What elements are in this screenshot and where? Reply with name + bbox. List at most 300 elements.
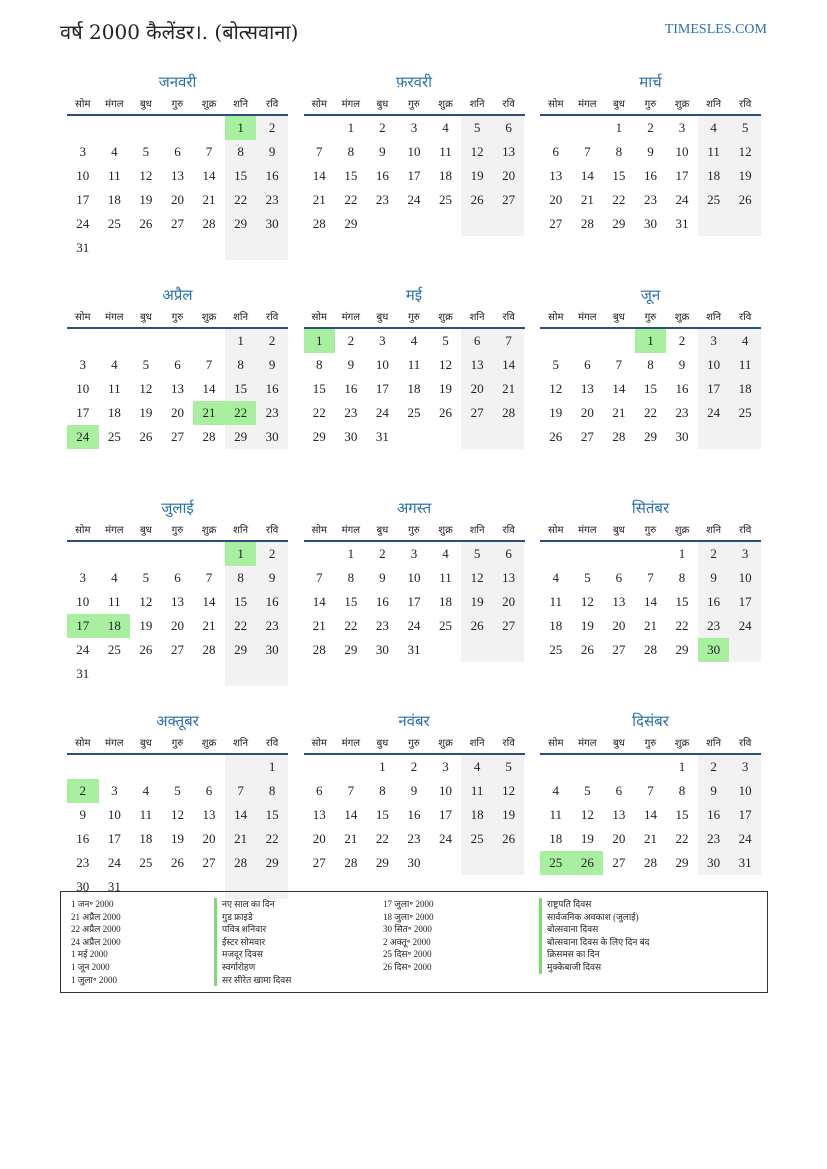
weekday-label: बुध [139,312,152,323]
legend-entry: क्रिसमस का दिन [539,948,769,961]
day-cell: 15 [675,807,689,822]
day-cell: 15 [225,164,257,188]
day-cell: 2 [647,120,654,135]
holiday-day-cell: 1 [635,329,667,353]
day-cell: 15 [375,807,389,822]
day-cell: 26 [139,216,153,231]
day-cell: 9 [698,566,730,590]
day-cell: 24 [729,827,761,851]
day-cell: 25 [139,855,153,870]
day-cell: 11 [407,357,421,372]
day-cell: 30 [76,879,90,894]
day-cell: 15 [344,168,358,183]
day-cell: 1 [347,120,355,135]
empty-cell [67,755,99,779]
month-name: फ़रवरी [395,73,433,91]
day-cell: 30 [698,851,730,875]
day-cell: 31 [76,240,90,255]
day-cell: 7 [493,329,525,353]
empty-cell [461,851,493,875]
empty-cell [193,116,225,140]
day-grid [304,329,525,449]
legend-entry: 24 अप्रैल 2000 [71,936,121,947]
day-cell: 6 [316,783,323,798]
legend-entry: बोत्सवाना दिवस [539,923,769,936]
weekday-label: मंगल [578,738,597,749]
day-cell: 5 [461,116,493,140]
day-cell: 28 [493,401,525,425]
weekday-label: सोम [311,312,327,323]
empty-cell [572,542,604,566]
day-cell: 6 [461,329,493,353]
day-cell: 17 [76,405,90,420]
day-cell: 8 [256,779,288,803]
day-cell: 10 [729,566,761,590]
day-cell: 5 [584,783,591,798]
day-grid [540,329,761,449]
day-cell: 12 [139,168,153,183]
day-cell: 12 [170,807,184,822]
legend-entry: 17 जुला॰ 2000 [383,899,434,909]
holiday-day-cell: 18 [99,614,131,638]
legend-entry: 21 अप्रैल 2000 [71,911,121,922]
day-cell: 31 [407,642,421,657]
day-grid [540,542,761,662]
day-cell: 27 [170,429,184,444]
day-cell: 10 [407,144,421,159]
weekday-label: गुरु [408,312,420,323]
empty-cell [540,542,572,566]
day-cell: 1 [256,755,288,779]
day-cell: 4 [729,329,761,353]
site-link[interactable]: TIMESLES.COM [664,22,767,37]
weekday-header [304,94,525,116]
day-cell: 8 [225,353,257,377]
day-cell: 12 [439,357,453,372]
day-cell: 2 [698,755,730,779]
day-cell: 23 [375,192,389,207]
day-grid [67,755,288,899]
weekday-label: रवि [266,312,279,323]
day-cell: 22 [225,614,257,638]
empty-cell [225,236,257,260]
weekday-label: सोम [75,525,91,536]
day-grid [540,755,761,875]
empty-cell [67,542,99,566]
empty-cell [603,329,635,353]
day-cell: 29 [675,642,689,657]
day-cell: 28 [225,851,257,875]
day-cell: 24 [76,216,90,231]
holiday-day-cell: 2 [67,779,99,803]
empty-cell [398,425,430,449]
day-cell: 13 [312,807,326,822]
empty-cell [430,425,462,449]
day-cell: 20 [612,618,626,633]
weekday-header [67,94,288,116]
day-cell: 11 [461,779,493,803]
day-cell: 21 [612,405,626,420]
month-name: जुलाई [161,499,194,517]
day-cell: 3 [111,783,118,798]
weekday-label: गुरु [408,99,420,110]
day-cell: 22 [643,405,657,420]
day-cell: 20 [580,405,594,420]
day-cell: 26 [439,405,453,420]
holiday-day-cell: 30 [698,638,730,662]
day-cell: 15 [675,594,689,609]
empty-cell [729,212,761,236]
month-name: जून [640,286,661,304]
day-cell: 5 [493,755,525,779]
empty-cell [162,116,194,140]
empty-cell [572,329,604,353]
day-cell: 8 [347,144,355,159]
weekday-label: शुक्र [674,525,690,536]
day-cell: 14 [202,381,216,396]
day-cell: 22 [675,618,689,633]
day-cell: 3 [678,120,686,135]
day-cell: 31 [729,851,761,875]
legend-entry: राष्ट्रपति दिवस [539,898,769,911]
day-cell: 22 [344,192,358,207]
weekday-header [540,307,761,329]
legend-names-col-2 [539,898,769,992]
empty-cell [67,329,99,353]
day-cell: 18 [407,381,421,396]
day-cell: 20 [170,405,184,420]
empty-cell [304,755,336,779]
empty-cell [99,755,131,779]
weekday-label: गुरु [644,312,657,323]
month-block [67,283,288,496]
empty-cell [635,755,667,779]
weekday-label: मंगल [105,99,124,110]
weekday-header [304,307,525,329]
day-cell: 11 [439,570,452,585]
day-cell: 29 [643,429,657,444]
day-cell: 21 [312,192,326,207]
day-cell: 25 [698,188,730,212]
day-cell: 23 [256,188,288,212]
day-cell: 11 [439,144,452,159]
day-cell: 9 [379,144,386,159]
day-cell: 5 [142,570,150,585]
empty-cell [572,755,604,779]
weekday-label: शनि [469,738,485,749]
day-cell: 19 [139,618,153,633]
legend-entry: 25 दिस॰ 2000 [383,949,432,960]
empty-cell [130,755,162,779]
empty-cell [130,236,162,260]
day-cell: 25 [107,429,121,444]
day-cell: 3 [410,546,418,561]
day-grid [304,542,525,662]
empty-cell [493,638,525,662]
day-cell: 14 [225,803,257,827]
day-cell: 29 [225,212,257,236]
day-cell: 25 [107,642,121,657]
day-cell: 11 [139,807,153,822]
weekday-label: गुरु [171,99,184,110]
weekday-label: सोम [311,525,327,536]
day-cell: 23 [256,401,288,425]
day-cell: 17 [729,590,761,614]
empty-cell [398,212,430,236]
holiday-day-cell: 22 [225,401,257,425]
day-cell: 30 [675,429,689,444]
day-cell: 14 [312,594,326,609]
month-block [67,496,288,709]
day-cell: 10 [439,783,453,798]
day-cell: 7 [225,779,257,803]
day-cell: 24 [407,618,421,633]
day-cell: 16 [256,377,288,401]
day-cell: 8 [678,570,686,585]
weekday-label: सोम [75,312,91,323]
weekday-label: मंगल [578,312,597,323]
day-cell: 29 [675,855,689,870]
day-cell: 1 [379,759,386,774]
empty-cell [540,329,572,353]
weekday-label: रवि [266,738,279,749]
weekday-label: मंगल [105,738,124,749]
day-cell: 25 [461,827,493,851]
empty-cell [540,116,572,140]
day-cell: 10 [76,168,90,183]
day-cell: 1 [678,759,686,774]
day-cell: 6 [174,357,181,372]
weekday-label: सोम [548,99,564,110]
day-cell: 29 [344,642,358,657]
day-cell: 19 [139,405,153,420]
day-cell: 27 [612,642,626,657]
holiday-day-cell: 21 [193,401,225,425]
empty-cell [130,329,162,353]
day-cell: 9 [256,140,288,164]
day-cell: 20 [170,192,184,207]
day-cell: 11 [729,353,761,377]
month-name: अगस्त [396,499,432,517]
day-cell: 5 [584,570,591,585]
legend-entry: 30 सित॰ 2000 [383,924,432,935]
day-cell: 1 [347,546,355,561]
day-cell: 9 [79,807,87,822]
month-name: नवंबर [398,712,430,730]
day-cell: 24 [375,405,389,420]
legend-entry: मजदूर दिवस [214,948,381,961]
day-cell: 25 [729,401,761,425]
day-cell: 6 [493,542,525,566]
day-cell: 24 [439,831,453,846]
legend-entry: 22 अप्रैल 2000 [71,924,121,935]
weekday-label: शुक्र [674,312,690,323]
day-cell: 27 [170,216,184,231]
day-cell: 18 [729,377,761,401]
day-cell: 5 [552,357,560,372]
legend-entry: गुड फ्राइडे [214,911,381,924]
day-cell: 30 [344,429,358,444]
day-cell: 8 [678,783,686,798]
weekday-label: बुध [612,99,625,110]
empty-cell [461,638,493,662]
weekday-label: बुध [139,99,152,110]
day-cell: 7 [316,570,323,585]
day-cell: 28 [580,216,594,231]
day-cell: 12 [461,566,493,590]
empty-cell [225,662,257,686]
day-cell: 18 [107,192,121,207]
day-cell: 9 [678,357,686,372]
day-cell: 13 [170,168,184,183]
day-cell: 21 [643,618,657,633]
day-cell: 4 [552,570,560,585]
empty-cell [193,542,225,566]
weekday-label: रवि [739,738,752,749]
day-cell: 27 [493,188,525,212]
day-cell: 21 [643,831,657,846]
weekday-label: रवि [502,312,515,323]
day-cell: 27 [580,429,594,444]
day-cell: 17 [76,192,90,207]
weekday-label: मंगल [105,312,124,323]
legend-entry: स्वर्गारोहण [214,961,381,974]
day-cell: 6 [493,116,525,140]
day-cell: 24 [729,614,761,638]
empty-cell [493,212,525,236]
day-grid [540,116,761,236]
day-cell: 5 [461,542,493,566]
day-cell: 10 [698,353,730,377]
weekday-label: मंगल [578,525,597,536]
day-cell: 13 [202,807,216,822]
empty-cell [99,236,131,260]
holiday-day-cell: 17 [67,614,99,638]
day-cell: 21 [493,377,525,401]
weekday-label: मंगल [341,312,361,323]
day-cell: 21 [225,827,257,851]
weekday-label: गुरु [408,738,420,749]
day-cell: 31 [375,429,389,444]
empty-cell [130,662,162,686]
day-cell: 18 [698,164,730,188]
day-cell: 25 [439,618,453,633]
weekday-label: रवि [739,99,752,110]
holiday-day-cell: 1 [225,116,257,140]
legend-entry: बोत्सवाना दिवस के लिए दिन बंद [539,936,769,949]
day-cell: 30 [256,425,288,449]
weekday-label: शनि [469,312,485,323]
empty-cell [367,212,399,236]
day-cell: 17 [407,168,421,183]
day-cell: 17 [107,831,121,846]
day-cell: 12 [139,381,153,396]
day-cell: 28 [344,855,358,870]
day-cell: 2 [379,546,386,561]
day-cell: 20 [202,831,216,846]
day-cell: 13 [493,566,525,590]
day-cell: 24 [107,855,121,870]
day-cell: 16 [675,381,689,396]
weekday-label: शनि [233,525,249,536]
weekday-label: बुध [376,738,389,749]
empty-cell [540,755,572,779]
weekday-label: शनि [469,525,485,536]
day-cell: 13 [612,807,626,822]
weekday-header [540,520,761,542]
day-cell: 15 [344,594,358,609]
day-cell: 18 [549,831,563,846]
day-cell: 16 [698,590,730,614]
day-cell: 26 [729,188,761,212]
empty-cell [493,851,525,875]
day-cell: 18 [439,594,453,609]
day-cell: 9 [698,779,730,803]
day-cell: 9 [256,353,288,377]
empty-cell [430,851,462,875]
empty-cell [430,638,462,662]
day-cell: 28 [202,216,216,231]
holiday-day-cell: 24 [67,425,99,449]
weekday-label: सोम [311,99,327,110]
weekday-label: बुध [376,312,389,323]
weekday-header [304,520,525,542]
weekday-header [304,733,525,755]
day-cell: 22 [344,618,358,633]
empty-cell [193,236,225,260]
day-cell: 28 [612,429,626,444]
month-name: मई [405,286,423,304]
day-cell: 6 [552,144,560,159]
day-cell: 21 [202,192,216,207]
day-cell: 17 [407,594,421,609]
legend-entry: 18 जुला॰ 2000 [383,911,434,922]
day-cell: 13 [493,140,525,164]
day-cell: 20 [170,618,184,633]
weekday-label: रवि [502,99,515,110]
weekday-label: सोम [75,99,91,110]
empty-cell [99,116,131,140]
day-cell: 2 [698,542,730,566]
day-cell: 27 [612,855,626,870]
weekday-label: गुरु [171,738,184,749]
day-cell: 3 [410,120,418,135]
day-cell: 19 [170,831,184,846]
weekday-label: शनि [706,738,722,749]
weekday-label: शनि [706,99,722,110]
day-cell: 12 [580,594,594,609]
day-cell: 21 [202,618,216,633]
day-cell: 4 [111,357,118,372]
weekday-label: रवि [502,738,515,749]
empty-cell [162,755,194,779]
weekday-header [67,520,288,542]
day-cell: 4 [442,120,449,135]
day-cell: 6 [584,357,591,372]
day-cell: 23 [698,827,730,851]
day-cell: 14 [612,381,626,396]
month-name: जनवरी [158,73,197,91]
day-cell: 14 [493,353,525,377]
day-cell: 25 [407,405,421,420]
day-cell: 25 [549,642,563,657]
day-cell: 9 [379,570,386,585]
holiday-day-cell: 26 [572,851,604,875]
empty-cell [130,542,162,566]
day-cell: 14 [202,594,216,609]
day-cell: 16 [698,803,730,827]
day-cell: 8 [647,357,654,372]
